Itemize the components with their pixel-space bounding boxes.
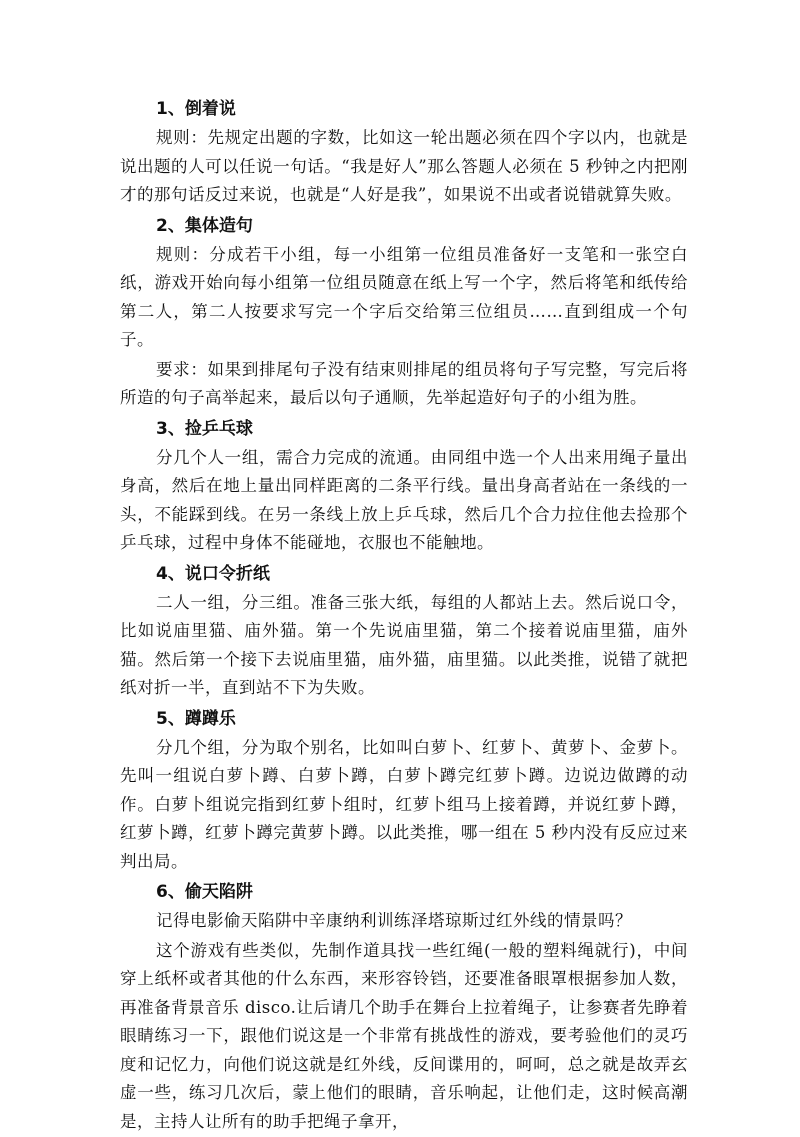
document-page xyxy=(120,94,688,1137)
section-pingpong xyxy=(120,414,688,558)
body-paragraph: 分几个组，分为取个别名，比如叫白萝卜、红萝卜、黄萝卜、金萝卜。先叫一组说白萝卜蹲、白萝卜蹲，白萝卜蹲完红萝卜蹲。边说边做蹲的动作。白萝卜组说完指到红萝卜组时，红萝卜组马上接着蹲，并说红萝卜蹲，红萝卜蹲，红萝卜蹲完黄萝卜蹲。以此类推，哪一组在 5 秒内没有反应过来判出局。 xyxy=(120,737,688,871)
section-paper-folding xyxy=(120,559,688,703)
requirement-paragraph: 要求：如果到排尾句子没有结束则排尾的组员将句子写完整，写完后将所造的句子高举起来，最后以句子通顺，先举起造好句子的小组为胜。 xyxy=(120,359,688,407)
section-heading: 4、说口令折纸 xyxy=(156,563,270,584)
section-reverse-speaking xyxy=(120,94,688,210)
body-paragraph: 分几个人一组，需合力完成的流通。由同组中选一个人出来用绳子量出身高，然后在地上量出同样距离的二条平行线。量出身高者站在一条线的一头，不能踩到线。在另一条线上放上乒乓球，然后几个合力拉住他去捡那个乒乓球，过程中身体不能碰地，衣服也不能触地。 xyxy=(120,447,688,552)
section-heading: 1、倒着说 xyxy=(156,99,236,119)
section-heading: 5、蹲蹲乐 xyxy=(156,708,236,729)
body-paragraph: 记得电影偷天陷阱中辛康纳利训练泽塔琼斯过红外线的情景吗？ xyxy=(156,911,632,930)
section-heading: 2、集体造句 xyxy=(156,215,253,236)
section-heading: 6、偷天陷阱 xyxy=(156,882,253,902)
body-paragraph: 二人一组，分三组。准备三张大纸，每组的人都站上去。然后说口令，比如说庙里猫、庙外猫。第一个先说庙里猫，第二个接着说庙里猫，庙外猫。然后第一个接下去说庙里猫，庙外猫，庙里猫。以此类推，说错了就把纸对折一半，直到站不下为失败。 xyxy=(120,592,688,697)
rule-paragraph: 规则：分成若干小组，每一小组第一位组员准备好一支笔和一张空白纸，游戏开始向每小组第一位组员随意在纸上写一个字，然后将笔和纸传给第二人，第二人按要求写完一个字后交给第三位组员……直到组成一个句子。 xyxy=(120,244,688,349)
section-squat-game xyxy=(120,704,688,877)
section-heading: 3、捡乒乓球 xyxy=(156,418,253,439)
rule-paragraph: 规则：先规定出题的字数，比如这一轮出题必须在四个字以内，也就是说出题的人可以任说一句话。“我是好人”那么答题人必须在 5 秒钟之内把刚才的那句话反过来说，也就是“人好是我”，如果说不出或者说错就算失败。 xyxy=(120,128,688,204)
section-group-sentence xyxy=(120,211,688,413)
body-paragraph: 这个游戏有些类似，先制作道具找一些红绳(一般的塑料绳就行)，中间穿上纸杯或者其他的什么东西，来形容铃铛，还要准备眼罩根据参加人数，再准备背景音乐 disco.让后请几个助手在舞台上拉着绳子，让参赛者先睁着眼睛练习一下，跟他们说这是一个非常有挑战性的游戏，要考验他们的灵巧度和记忆力，向他们说这就是红外线，反间谍用的，呵呵，总之就是故弄玄虚一些，练习几次后，蒙上他们的眼睛，音乐响起，让他们走，这时候高潮是，主持人让所有的助手把绳子拿开， xyxy=(120,940,688,1131)
section-entrapment xyxy=(120,877,688,1136)
